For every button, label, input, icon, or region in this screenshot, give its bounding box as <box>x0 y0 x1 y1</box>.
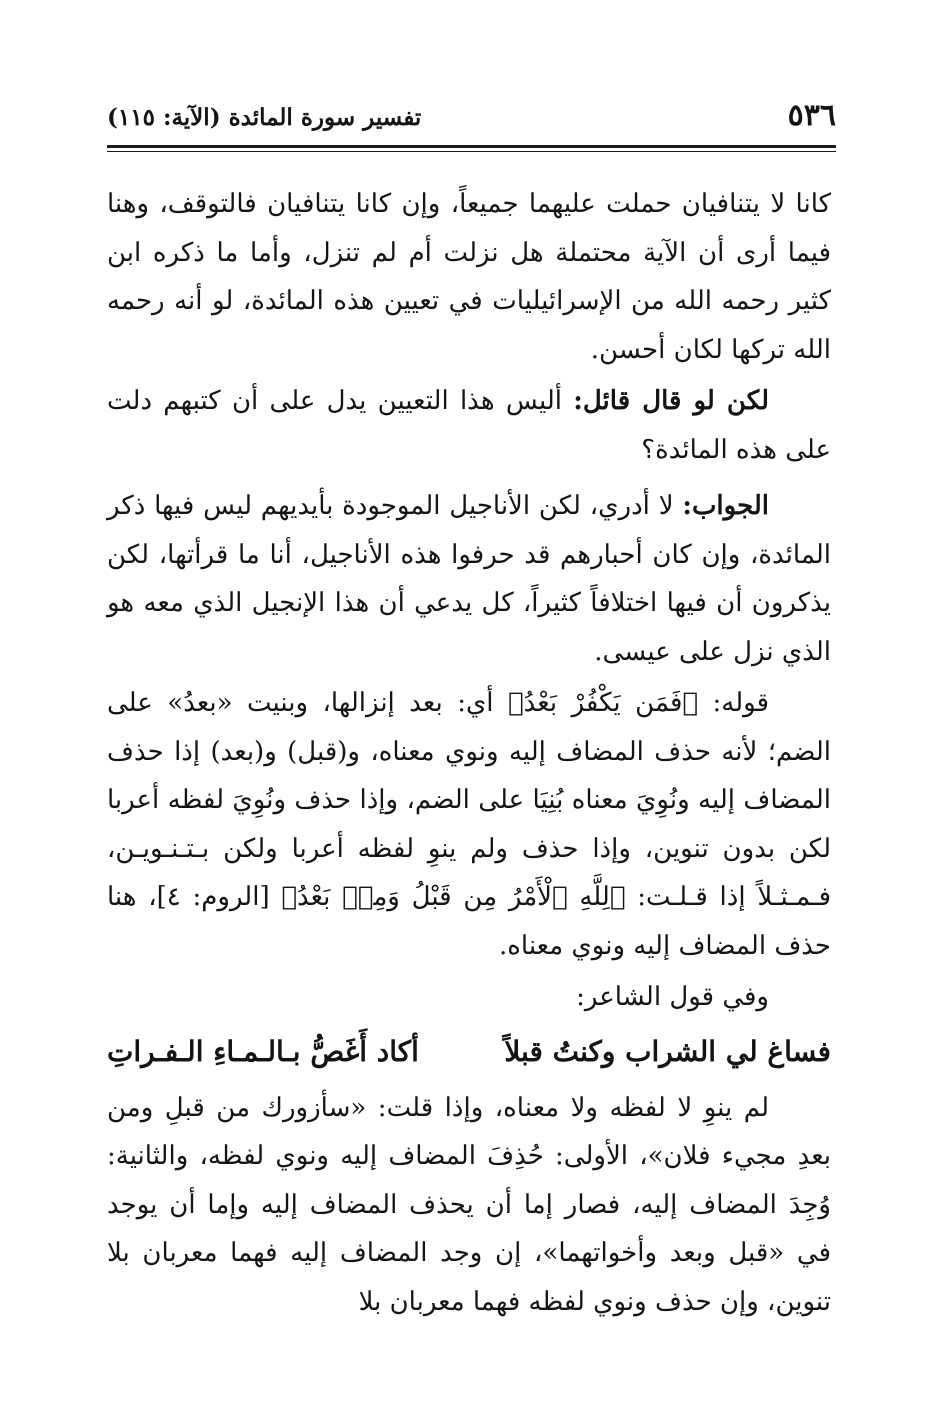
running-title: تفسير سورة المائدة (الآية: ١١٥) <box>107 104 422 131</box>
paragraph-lead: الجواب: <box>682 491 770 521</box>
paragraph-text: وفي قول الشاعر: <box>576 982 769 1012</box>
paragraph-text: كانا لا يتنافيان حملت عليهما جميعاً، وإن كانا يتنافيان فالتوقف، وهنا فيما أرى أن الآية محتملة هل نزلت أم لم تنزل، وأما ما ذكره ابن كثير رحمه الله من الإسرائيليات في تعيين هذه المائدة، لو أنه رحمه الله تركها لكان أحسن. <box>107 189 831 365</box>
paragraph-text: لا أدري، لكن الأناجيل الموجودة بأيديهم ليس فيها ذكر المائدة، وإن كان أحبارهم قد حرفوا هذه الأناجيل، أنا ما قرأتها، لكن يذكرون أن فيها اختلافاً كثيراً، كل يدعي أن هذا الإنجيل الذي معه هو الذي نزل على عيسى. <box>107 491 831 667</box>
paragraph-text-before-quote: قوله: <box>712 688 769 718</box>
verse-first-hemistich: فساغ لي الشراب وكنتُ قبلاً <box>504 1034 831 1068</box>
paragraph-6 <box>107 1084 831 1327</box>
page-number: ٥٣٦ <box>787 98 836 133</box>
poetry-verse <box>107 1026 831 1078</box>
header-rule-thick <box>107 145 836 148</box>
running-header <box>107 96 836 138</box>
paragraph-text-after: [الروم: ٤]، هنا حذف المضاف إليه ونوي معناه. <box>107 882 831 961</box>
quran-quote: ﴿فَمَن يَكْفُرْ بَعْدُ﴾ <box>508 688 699 718</box>
verse-second-hemistich: أكاد أَغَصُّ بـالـمـاءِ الـفـراتِ <box>107 1034 419 1068</box>
paragraph-text: أي: بعد إنزالها، وبنيت «بعدُ» على الضم؛ لأنه حذف المضاف إليه ونوي معناه، و(قبل) و(بعد) إذا حذف المضاف إليه ونُوِيَ معناه بُنِيَا على الضم، وإذا حذف ونُوِيَ لفظه أعربا لكن بدون تنوين، وإذا حذف ولم ينوِ لفظه أعربا ولكن بـتـنـويـن، فـمـثـلاً إذا قـلـت: <box>107 688 832 912</box>
paragraph-1 <box>107 180 831 374</box>
paragraph-5 <box>107 973 831 1022</box>
quran-quote: ﴿لِلَّهِ ٱلْأَمْرُ مِن قَبْلُ وَمِنۢ بَعْدُ﴾ <box>281 882 626 912</box>
paragraph-text: لم ينوِ لا لفظه ولا معناه، وإذا قلت: «سأزورك من قبلِ ومن بعدِ مجيء فلان»، الأولى: حُذِفَ المضاف إليه ونوي لفظه، والثانية: وُجِدَ المضاف إليه، فصار إما أن يحذف المضاف إليه وإما أن يوجد في «قبل وبعد وأخواتهما»، إن وجد المضاف إليه فهما معربان بلا تنوين، وإن حذف ونوي لفظه فهما معربان بلا <box>107 1092 831 1317</box>
paragraph-2 <box>107 377 831 474</box>
paragraph-4 <box>107 679 831 970</box>
header-rule-thin <box>107 151 836 152</box>
page-body <box>107 180 831 1326</box>
paragraph-3 <box>107 482 831 676</box>
paragraph-text: أليس هذا التعيين يدل على أن كتبهم دلت على هذه المائدة؟ <box>107 386 831 465</box>
paragraph-lead: لكن لو قال قائل: <box>573 386 769 416</box>
